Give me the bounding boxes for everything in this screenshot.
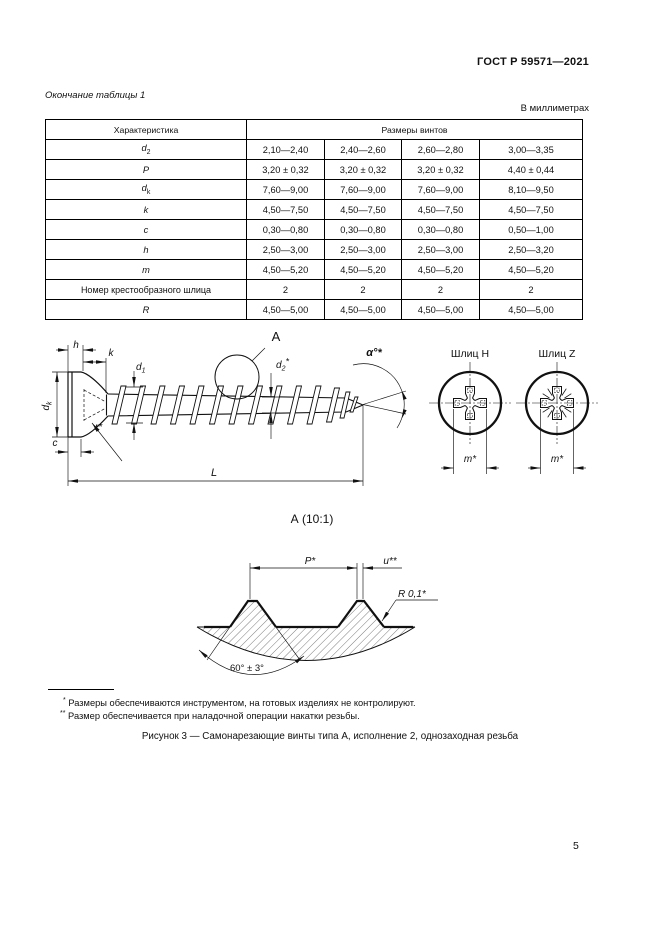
value-cell: 3,20 ± 0,32	[325, 160, 402, 180]
dim-label-pitch: P*	[304, 556, 316, 567]
value-cell: 2,50—3,20	[480, 240, 583, 260]
value-cell: 4,50—5,00	[325, 300, 402, 320]
table-row	[46, 200, 583, 220]
value-cell: 0,30—0,80	[247, 220, 325, 240]
footnote-2: ** Размер обеспечивается при наладочной операции накатки резьбы.	[60, 710, 360, 722]
dim-label-L: L	[210, 467, 218, 479]
dim-label-radius: R 0,1*	[398, 589, 426, 600]
col-header-sizes: Размеры винтов	[247, 120, 583, 140]
row-label: c	[46, 220, 247, 240]
row-label: Номер крестообразного шлица	[46, 280, 247, 300]
dim-label-k: k	[108, 348, 114, 359]
value-cell: 4,50—7,50	[247, 200, 325, 220]
value-cell: 2,40—2,60	[325, 140, 402, 160]
value-cell: 2,50—3,00	[402, 240, 480, 260]
value-cell: 4,50—7,50	[402, 200, 480, 220]
value-cell: 4,50—5,20	[480, 260, 583, 280]
dim-label-alpha: α°*	[366, 347, 382, 359]
value-cell: 7,60—9,00	[402, 180, 480, 200]
row-label: h	[46, 240, 247, 260]
table-continuation-note: Окончание таблицы 1	[45, 90, 146, 101]
page-number: 5	[573, 840, 579, 852]
value-cell: 4,50—5,00	[247, 300, 325, 320]
row-label: $d_k$	[46, 180, 247, 200]
table-header-row	[46, 120, 583, 140]
row-label: P	[46, 160, 247, 180]
value-cell: 7,60—9,00	[247, 180, 325, 200]
value-cell: 4,50—5,20	[325, 260, 402, 280]
footnote-1: * Размеры обеспечиваются инструментом, на готовых изделиях не контролируют.	[63, 697, 416, 709]
footnote-rule	[48, 689, 114, 690]
screw-drawing	[0, 330, 661, 505]
value-cell: 2	[480, 280, 583, 300]
units-note: В миллиметрах	[520, 103, 589, 114]
value-cell: 0,50—1,00	[480, 220, 583, 240]
table-row	[46, 300, 583, 320]
value-cell: 3,20 ± 0,32	[402, 160, 480, 180]
dim-label-u: u**	[383, 556, 397, 567]
value-cell: 2	[402, 280, 480, 300]
table-row	[46, 260, 583, 280]
screw-dimensions-table	[45, 119, 583, 320]
dim-label-d1: $d_1$	[136, 362, 146, 375]
hatched-material	[197, 601, 415, 661]
table-row	[46, 180, 583, 200]
value-cell: 4,50—7,50	[480, 200, 583, 220]
value-cell: 2	[325, 280, 402, 300]
value-cell: 4,40 ± 0,44	[480, 160, 583, 180]
doc-code: ГОСТ Р 59571—2021	[477, 56, 589, 68]
dim-label-d2: $d_2*$	[276, 356, 289, 373]
dim-label-dk: $d_k$	[41, 401, 54, 411]
table-row	[46, 240, 583, 260]
detail-title: А (10:1)	[290, 512, 334, 526]
thread-profile	[197, 601, 415, 661]
recess-z-title: Шлиц Z	[538, 348, 576, 360]
value-cell: 2	[247, 280, 325, 300]
value-cell: 2,50—3,00	[247, 240, 325, 260]
dim-label-r: r*	[95, 422, 103, 433]
detail-mark-label: А	[271, 330, 281, 344]
value-cell: 7,60—9,00	[325, 180, 402, 200]
table-row	[46, 280, 583, 300]
value-cell: 0,30—0,80	[325, 220, 402, 240]
screw-dimension-lines	[52, 345, 406, 486]
dim-label-m-h: m*	[463, 454, 477, 465]
value-cell: 4,50—5,00	[480, 300, 583, 320]
value-cell: 8,10—9,50	[480, 180, 583, 200]
row-label: k	[46, 200, 247, 220]
value-cell: 4,50—7,50	[325, 200, 402, 220]
value-cell: 4,50—5,00	[402, 300, 480, 320]
recess-h-title: Шлиц H	[450, 348, 490, 360]
value-cell: 2,10—2,40	[247, 140, 325, 160]
value-cell: 2,60—2,80	[402, 140, 480, 160]
value-cell: 3,00—3,35	[480, 140, 583, 160]
detail-a-drawing	[0, 505, 661, 695]
value-cell: 3,20 ± 0,32	[247, 160, 325, 180]
value-cell: 4,50—5,20	[247, 260, 325, 280]
thread-ribbons	[112, 386, 358, 424]
col-header-characteristic: Характеристика	[46, 120, 247, 140]
dim-label-angle: 60° ± 3°	[230, 663, 264, 674]
table-row	[46, 140, 583, 160]
dim-label-c: c	[52, 438, 58, 449]
dim-label-m-z: m*	[550, 454, 564, 465]
dim-label-h: h	[73, 340, 79, 351]
figure-caption: Рисунок 3 — Самонарезающие винты типа А, исполнение 2, однозаходная резьба	[141, 731, 519, 742]
row-label: R	[46, 300, 247, 320]
row-label: m	[46, 260, 247, 280]
value-cell: 2,50—3,00	[325, 240, 402, 260]
table-row	[46, 220, 583, 240]
value-cell: 4,50—5,20	[402, 260, 480, 280]
table-row	[46, 160, 583, 180]
row-label: $d_2$	[46, 140, 247, 160]
value-cell: 0,30—0,80	[402, 220, 480, 240]
